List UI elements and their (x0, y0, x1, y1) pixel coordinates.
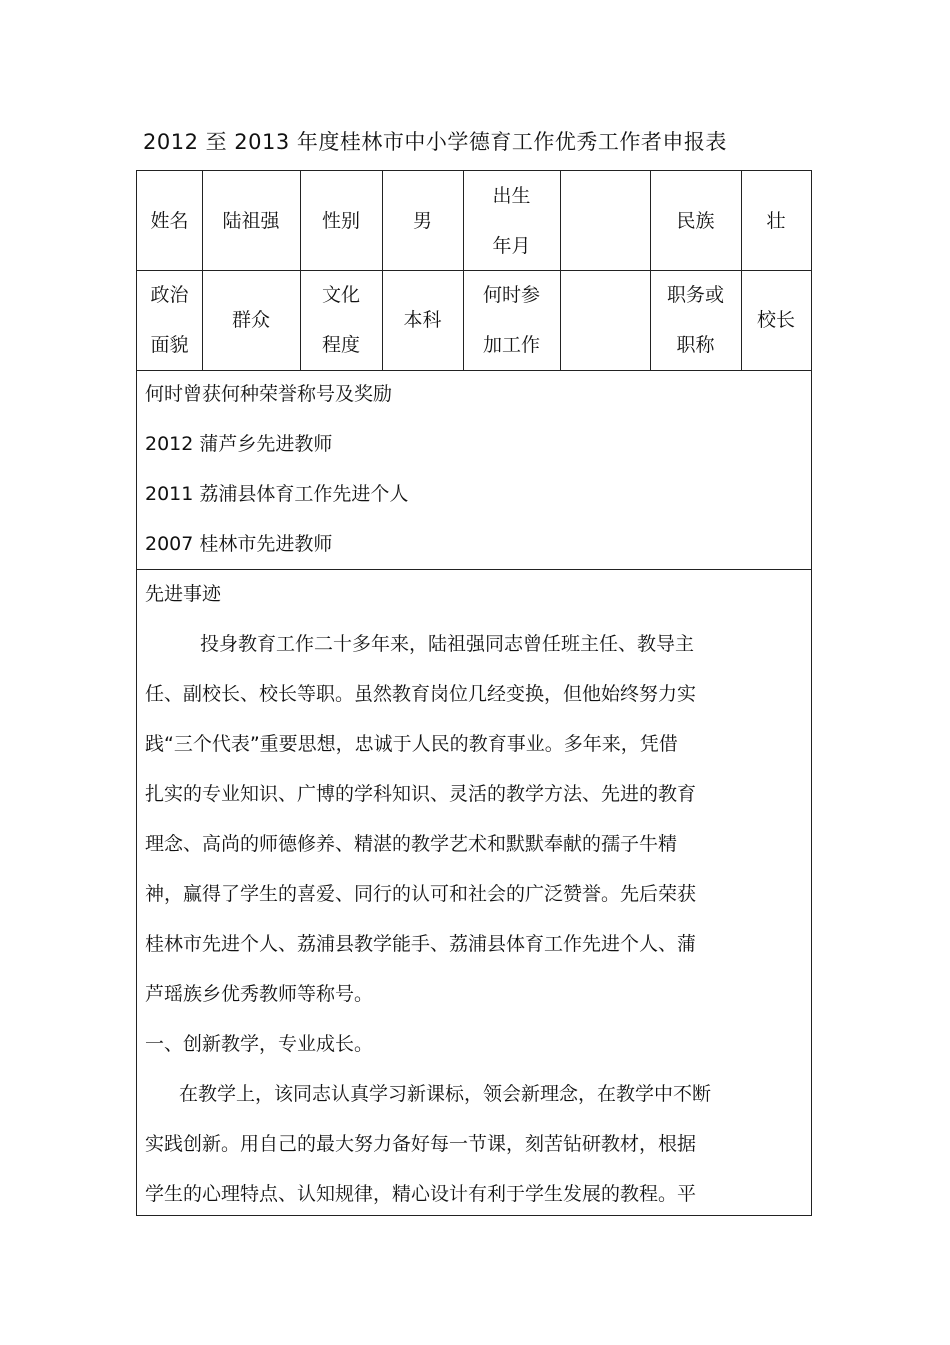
gender-value: 男 (412, 209, 432, 232)
honor-item: 2007 桂林市先进教师 (145, 533, 333, 555)
honors-heading: 何时曾获何种荣誉称号及奖励 (145, 383, 393, 405)
deeds-paragraph-line: 扎实的专业知识、广博的学科知识、灵活的教学方法、先进的教育 (145, 783, 697, 805)
education-label: 文化 程度 (321, 284, 360, 356)
political-status-label: 政治 面貌 (150, 284, 189, 356)
join-work-value (560, 270, 650, 370)
deeds-paragraph-line: 芦瑶族乡优秀教师等称号。 (145, 983, 374, 1005)
education-value: 本科 (403, 309, 442, 331)
application-form-table (136, 170, 812, 1216)
political-status-value: 群众 (231, 309, 270, 331)
page-title: 2012 至 2013 年度桂林市中小学德育工作优秀工作者申报表 (143, 130, 727, 154)
birth-value (560, 171, 650, 270)
deeds-paragraph-line: 实践创新。用自己的最大努力备好每一节课，刻苦钻研教材，根据 (145, 1133, 697, 1155)
deeds-paragraph-line: 投身教育工作二十多年来，陆祖强同志曾任班主任、教导主 (200, 633, 695, 655)
gender-label: 性别 (321, 209, 360, 232)
join-work-label: 何时参 加工作 (482, 284, 540, 356)
position-value: 校长 (756, 309, 795, 331)
deeds-section-heading: 一、创新教学，专业成长。 (145, 1033, 374, 1055)
honor-item: 2012 蒲芦乡先进教师 (145, 433, 333, 455)
deeds-paragraph-line: 理念、高尚的师德修养、精湛的教学艺术和默默奉献的孺子牛精 (145, 833, 678, 855)
deeds-paragraph-line: 任、副校长、校长等职。虽然教育岗位几经变换，但他始终努力实 (145, 683, 697, 705)
deeds-paragraph-line: 在教学上，该同志认真学习新课标，领会新理念，在教学中不断 (179, 1083, 712, 1105)
ethnicity-label: 民族 (676, 209, 715, 232)
ethnicity-value: 壮 (766, 209, 786, 232)
name-label: 姓名 (150, 209, 189, 232)
birth-label: 出生 年月 (492, 184, 531, 257)
position-label: 职务或 职称 (666, 284, 724, 356)
honor-item: 2011 荔浦县体育工作先进个人 (145, 483, 409, 505)
name-value: 陆祖强 (222, 209, 280, 232)
deeds-heading: 先进事迹 (145, 583, 222, 605)
deeds-paragraph-line: 践“三个代表”重要思想，忠诚于人民的教育事业。多年来，凭借 (145, 733, 678, 755)
deeds-paragraph-line: 神，赢得了学生的喜爱、同行的认可和社会的广泛赞誉。先后荣获 (145, 883, 697, 905)
deeds-paragraph-line: 学生的心理特点、认知规律，精心设计有利于学生发展的教程。平 (145, 1183, 697, 1205)
deeds-paragraph-line: 桂林市先进个人、荔浦县教学能手、荔浦县体育工作先进个人、蒲 (145, 933, 697, 955)
